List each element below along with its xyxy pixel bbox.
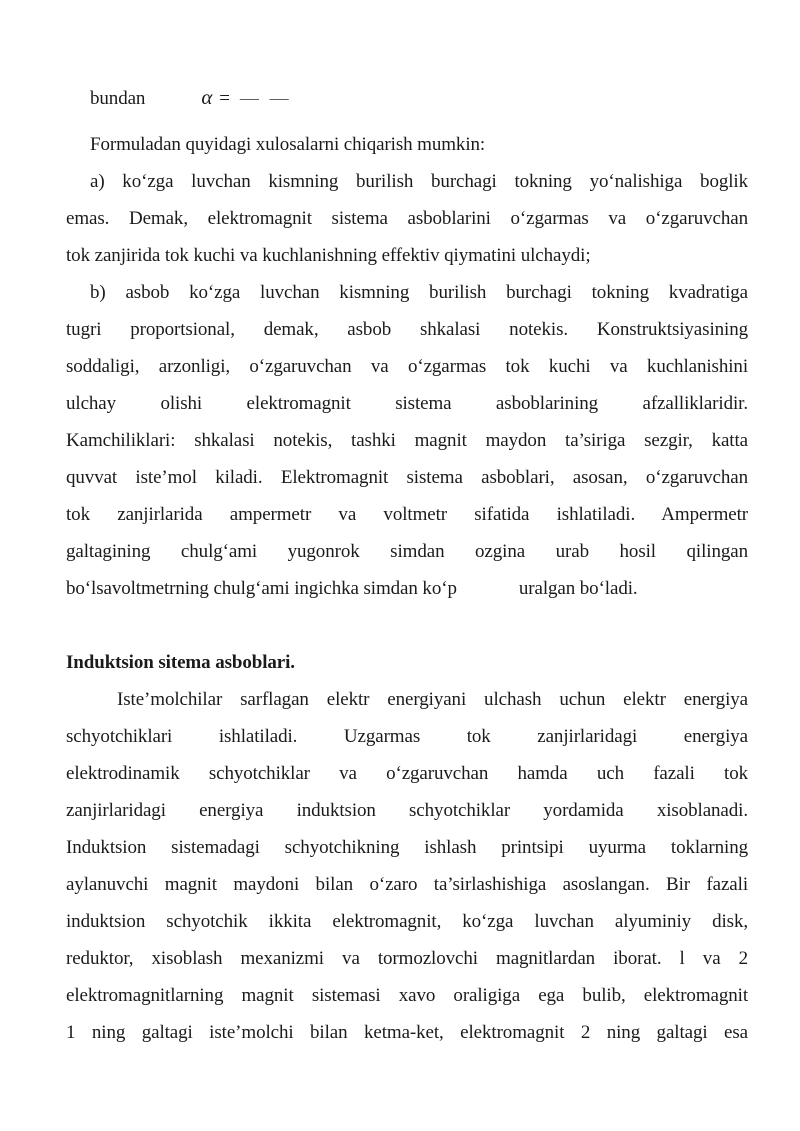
text-line: Formuladan quyidagi xulosalarni chiqarish mumkin: [90,134,486,155]
formula-intro-label: bundan [90,88,146,109]
text-line: galtagining chulg‘ami yugonrok simdan ozgina urab hosil qilingan [66,541,748,562]
text-line: quvvat iste’mol kiladi. Elektromagnit sistema asboblari, asosan, o‘zgaruvchan [66,467,748,488]
text-line: elektromagnitlarning magnit sistemasi xavo oraligiga ega bulib, elektromagnit [66,985,748,1006]
text-line: emas. Demak, elektromagnit sistema asboblarini o‘zgarmas va o‘zgaruvchan [66,208,748,229]
text-segment: bo‘lsavoltmetrning chulg‘ami ingichka simdan ko‘p [66,578,457,599]
fraction-bars: — — [239,88,292,109]
text-line: Kamchiliklari: shkalasi notekis, tashki magnit maydon ta’siriga sezgir, katta [66,430,748,451]
text-line: ulchay olishi elektromagnit sistema asboblarining afzalliklaridir. [66,393,748,414]
text-line [66,570,748,607]
section-heading: Induktsion sitema asboblari. [66,652,295,673]
text-lines [66,126,748,1051]
text-line: induktsion schyotchik ikkita elektromagnit, ko‘zga luvchan alyuminiy disk, [66,911,748,932]
text-line: reduktor, xisoblash mexanizmi va tormozlovchi magnitlardan iborat. l va 2 [66,948,748,969]
text-line: 1 ning galtagi iste’molchi bilan ketma-ket, elektromagnit 2 ning galtagi esa [66,1022,748,1043]
text-line: a) ko‘zga luvchan kismning burilish burchagi tokning yo‘nalishiga boglik [90,171,748,192]
text-line: b) asbob ko‘zga luvchan kismning burilish burchagi tokning kvadratiga [90,282,748,303]
formula-spacer [145,103,201,104]
text-line: tok zanjirida tok kuchi va kuchlanishning effektiv qiymatini ulchaydi; [66,245,591,266]
formula-line [66,79,748,117]
text-line: tugri proportsional, demak, asbob shkalasi notekis. Konstruktsiyasining [66,319,748,340]
text-gap [457,593,519,594]
text-line: zanjirlaridagi energiya induktsion schyotchiklar yordamida xisoblanadi. [66,800,748,821]
text-line: tok zanjirlarida ampermetr va voltmetr sifatida ishlatiladi. Ampermetr [66,504,748,525]
alpha-symbol: α [201,85,213,109]
text-line: schyotchiklari ishlatiladi. Uzgarmas tok zanjirlaridagi energiya [66,726,748,747]
text-line: soddaligi, arzonligi, o‘zgaruvchan va o‘zgarmas tok kuchi va kuchlanishini [66,356,748,377]
text-line: aylanuvchi magnit maydoni bilan o‘zaro ta’sirlashishiga asoslangan. Bir fazali [66,874,748,895]
equals-sign: = [219,88,230,109]
text-line: elektrodinamik schyotchiklar va o‘zgaruvchan hamda uch fazali tok [66,763,748,784]
text-line: Iste’molchilar sarflagan elektr energiyani ulchash uchun elektr energiya [117,689,748,710]
text-line: Induktsion sistemadagi schyotchikning ishlash printsipi uyurma toklarning [66,837,748,858]
text-segment: uralgan bo‘ladi. [518,578,638,599]
